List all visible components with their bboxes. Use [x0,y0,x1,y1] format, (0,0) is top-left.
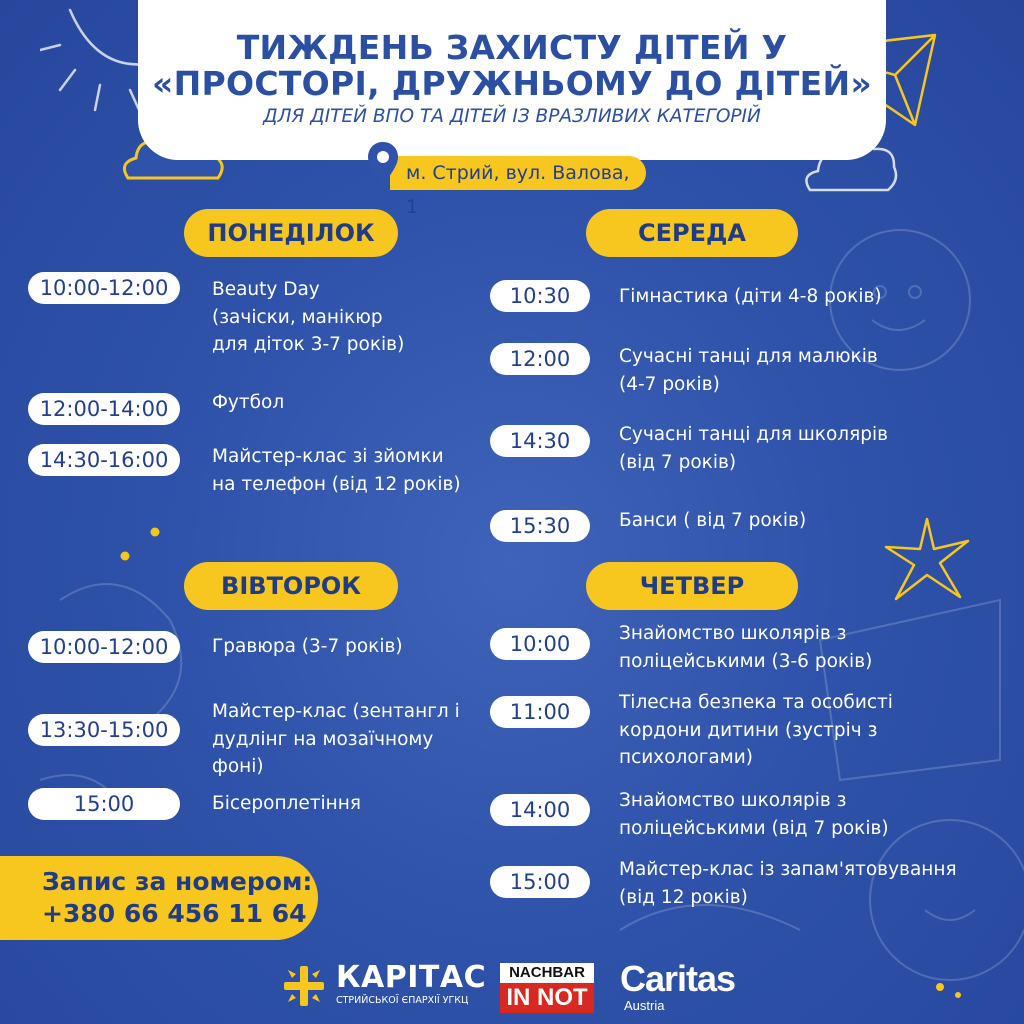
day-header-monday: ПОНЕДІЛОК [184,209,398,257]
event-description: Банси ( від 7 років) [619,510,807,531]
contact-label: Запис за номером: [42,867,313,896]
time-pill: 10:30 [490,280,590,312]
decorative-dots [930,975,970,1005]
caritas-name: Caritas [620,958,736,999]
event-description: Тілесна безпека та особисті кордони дитини (зустріч з психологами) [619,692,893,768]
event-description: Майстер-клас із запам'ятовування (від 12 років) [619,859,957,908]
time-pill: 15:30 [490,510,590,542]
day-header-thursday: ЧЕТВЕР [586,562,798,610]
time-pill: 15:00 [490,866,590,898]
time-pill: 12:00 [490,343,590,375]
location-badge: м. Стрий, вул. Валова, 1 [390,156,646,190]
day-header-tuesday: ВІВТОРОК [184,562,398,610]
day-header-wednesday: СЕРЕДА [586,209,798,257]
event-description: Бісероплетіння [212,793,361,814]
event-description: Футбол [212,392,285,413]
time-pill: 10:00 [490,628,590,660]
event-description: Гравюра (3-7 років) [212,636,403,657]
page-title-line2: «ПРОСТОРІ, ДРУЖНЬОМУ ДО ДІТЕЙ» [151,64,873,103]
event-description: Beauty Day (зачіски, манікюр для діток 3-7 років) [212,279,405,355]
caritas-subtitle: Austria [624,998,665,1013]
karitas-name: КАРІТАС [336,960,487,995]
karitas-logo [280,958,490,1014]
karitas-subtitle: СТРИЙСЬКОЇ ЄПАРХІЇ УГКЦ [336,995,469,1006]
contact-banner [0,856,318,940]
caritas-austria-logo [620,958,760,1014]
decorative-dots [110,520,170,570]
star-icon [882,515,972,605]
event-description: Майстер-клас (зентангл і дудлінг на мозаїчному фоні) [212,701,460,777]
event-description: Сучасні танці для школярів (від 7 років) [619,424,889,473]
time-pill: 12:00-14:00 [28,393,180,425]
nachbar-bottom-text: IN NOT [500,983,594,1013]
karitas-cross-icon [280,962,328,1010]
event-description: Знайомство школярів з поліцейськими (3-6 років) [619,623,873,672]
page-title-line1: ТИЖДЕНЬ ЗАХИСТУ ДІТЕЙ У [236,28,788,67]
event-description: Знайомство школярів з поліцейськими (від 7 років) [619,790,889,839]
event-description: Майстер-клас зі зйомки на телефон (від 12 років) [212,446,461,495]
time-pill: 15:00 [28,788,180,820]
location-pin-icon [366,140,400,186]
nachbar-top-text: NACHBAR [500,963,594,983]
time-pill: 14:00 [490,794,590,826]
nachbar-in-not-logo [500,963,594,1013]
time-pill: 14:30-16:00 [28,444,180,476]
time-pill: 14:30 [490,425,590,457]
time-pill: 11:00 [490,696,590,728]
event-description: Сучасні танці для малюків (4-7 років) [619,346,878,395]
time-pill: 10:00-12:00 [28,272,180,304]
page-subtitle: ДЛЯ ДІТЕЙ ВПО ТА ДІТЕЙ ІЗ ВРАЗЛИВИХ КАТЕГОРІЙ [263,106,761,127]
contact-phone[interactable]: +380 66 456 11 64 [42,899,307,928]
time-pill: 10:00-12:00 [28,631,180,663]
event-description: Гімнастика (діти 4-8 років) [619,286,882,307]
time-pill: 13:30-15:00 [28,714,180,746]
